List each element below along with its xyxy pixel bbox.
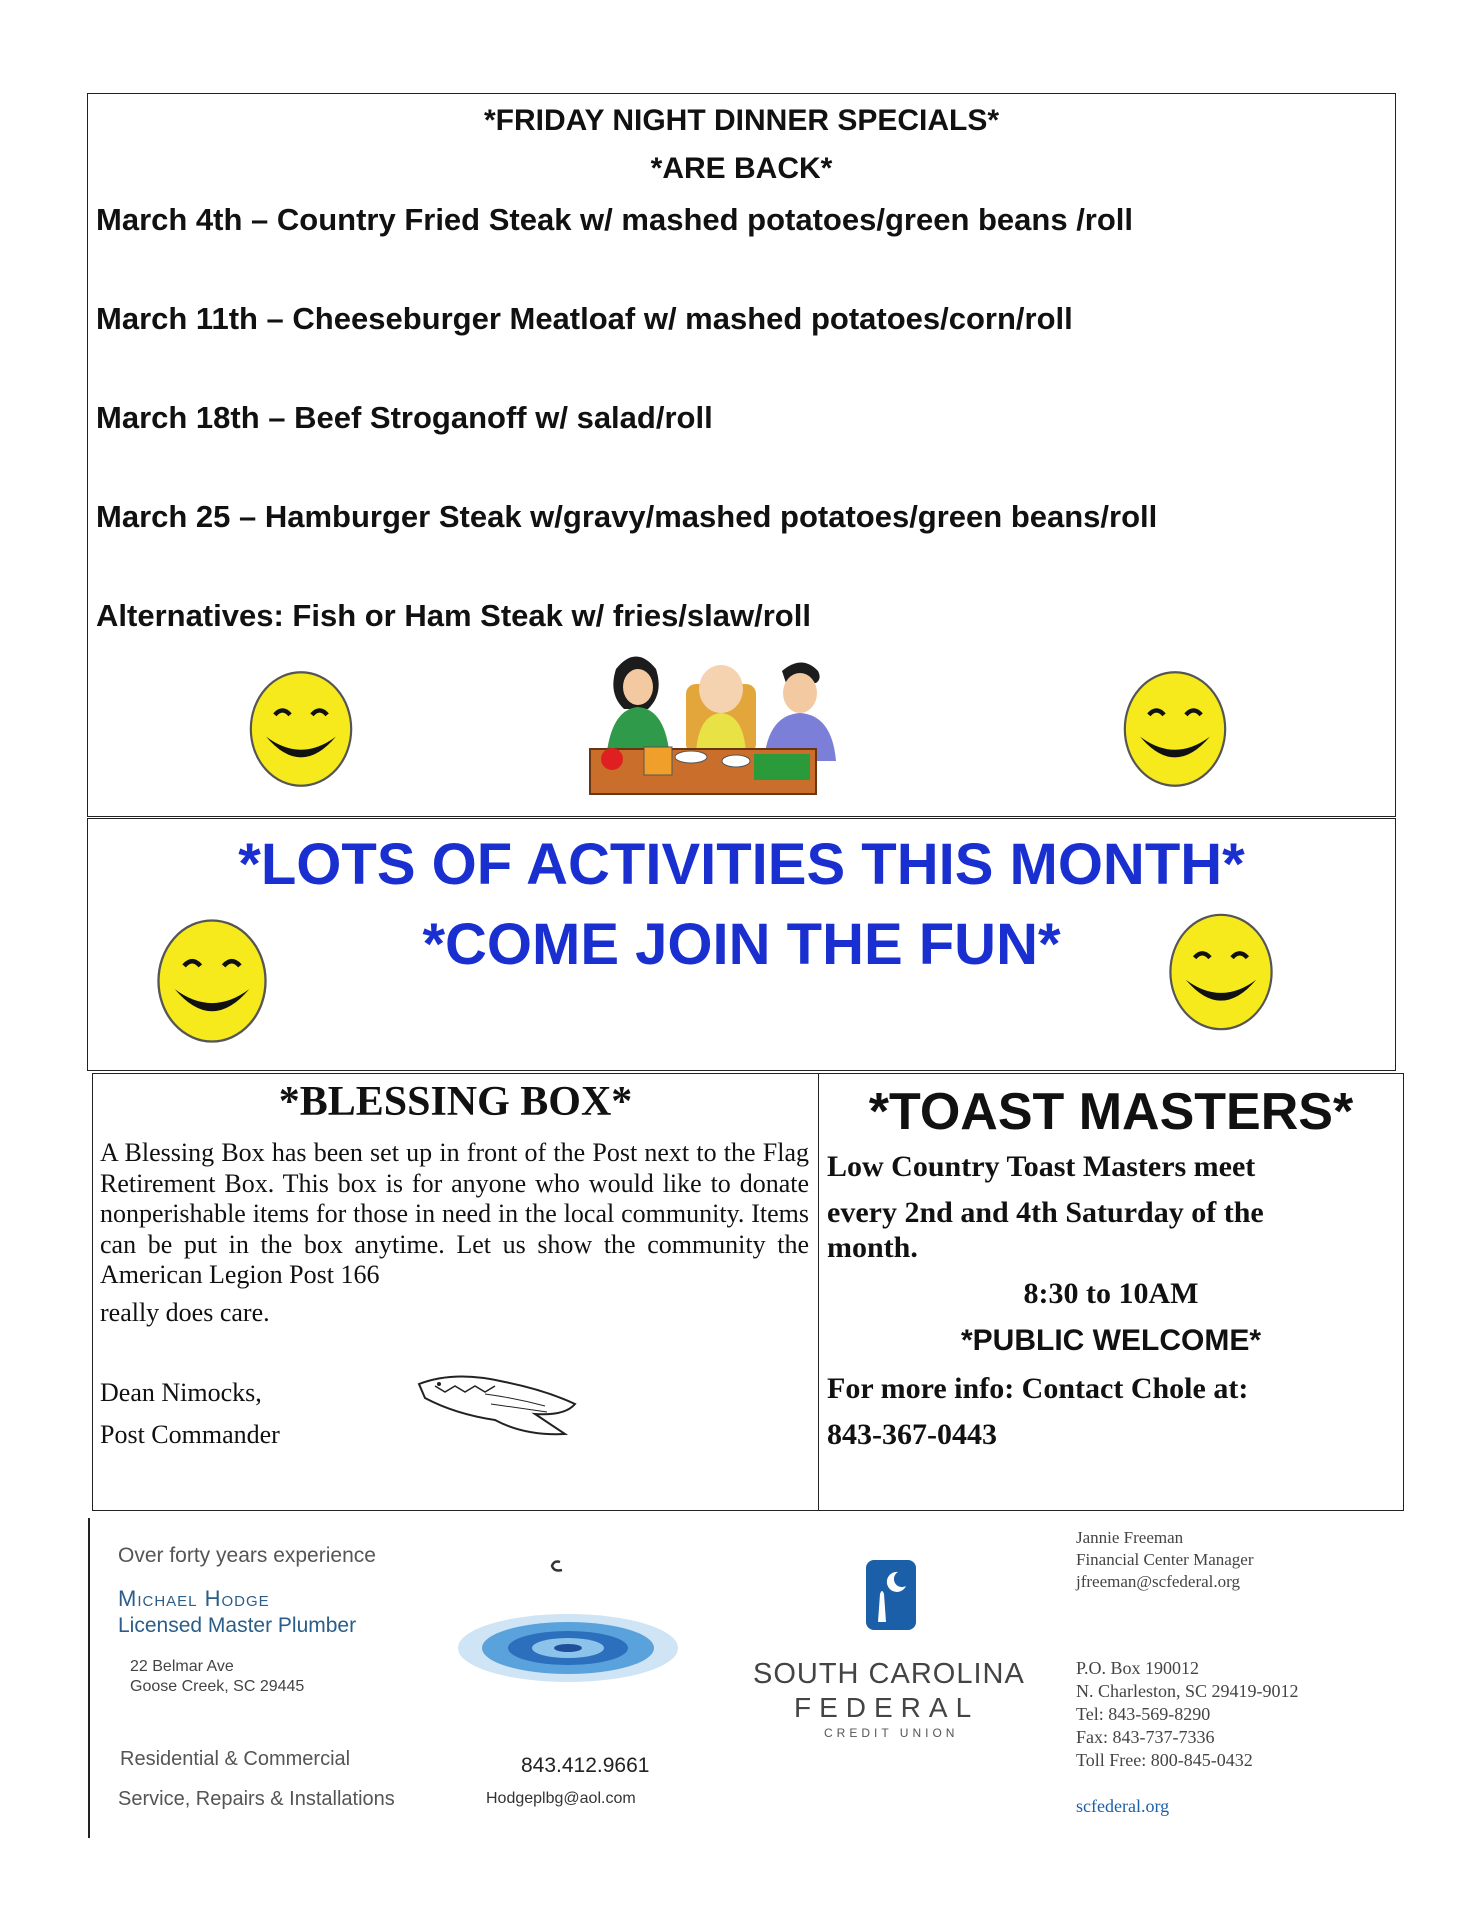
activities-line-2: *COME JOIN THE FUN*	[422, 912, 1061, 977]
dinner-specials-section	[87, 93, 1396, 817]
cu-city: N. Charleston, SC 29419-9012	[1076, 1681, 1299, 1701]
plumber-address-1: 22 Belmar Ave	[130, 1658, 234, 1675]
activities-line-1: *LOTS OF ACTIVITIES THIS MONTH*	[238, 832, 1245, 897]
cu-tel: Tel: 843-569-8290	[1076, 1704, 1211, 1724]
blessing-title: *BLESSING BOX*	[278, 1079, 633, 1125]
toast-title: *TOAST MASTERS*	[868, 1083, 1354, 1141]
cu-website[interactable]: scfederal.org	[1076, 1796, 1170, 1816]
dinner-item: March 18th – Beef Stroganoff w/ salad/roll	[96, 400, 713, 435]
cu-contact-title: Financial Center Manager	[1076, 1550, 1254, 1569]
cu-name-line-2: FEDERAL	[794, 1692, 980, 1723]
dinner-subtitle: *ARE BACK*	[650, 152, 833, 185]
dinner-item: Alternatives: Fish or Ham Steak w/ fries/slaw/roll	[96, 598, 811, 633]
cu-contact-email: jfreeman@scfederal.org	[1076, 1572, 1241, 1591]
toast-line: Low Country Toast Masters meet	[827, 1150, 1256, 1183]
alligator-icon	[415, 1364, 581, 1444]
cu-name-line-3: CREDIT UNION	[824, 1726, 959, 1740]
signer-title: Post Commander	[100, 1420, 280, 1449]
public-welcome: *PUBLIC WELCOME*	[961, 1324, 1261, 1357]
cu-name-line-1: SOUTH CAROLINA	[753, 1658, 1025, 1690]
ad-divider	[88, 1518, 90, 1838]
smiley-icon	[1166, 911, 1276, 1033]
dinner-item: March 4th – Country Fried Steak w/ mashed potatoes/green beans /roll	[96, 202, 1134, 237]
dinner-title: *FRIDAY NIGHT DINNER SPECIALS*	[483, 104, 1000, 137]
smiley-icon	[1120, 669, 1230, 789]
cu-po-box: P.O. Box 190012	[1076, 1658, 1200, 1678]
toast-masters-section	[818, 1073, 1404, 1511]
plumber-address-2: Goose Creek, SC 29445	[130, 1678, 305, 1695]
activities-banner	[87, 818, 1396, 1071]
blessing-closing: really does care.	[100, 1298, 270, 1327]
water-ripple-icon	[438, 1548, 698, 1728]
blessing-body: A Blessing Box has been set up in front of the Post next to the Flag Retirement Box. This box is for anyone who would like to donate nonperishable items for those in need in the local community. Items can be put in the box anytime. Let us show the community the American Legion Post 166	[100, 1138, 809, 1289]
toast-line: month.	[827, 1231, 918, 1264]
plumber-tagline: Over forty years experience	[118, 1544, 376, 1567]
toast-phone: 843-367-0443	[827, 1418, 997, 1451]
signer-name: Dean Nimocks,	[100, 1378, 262, 1407]
cu-toll-free: Toll Free: 800-845-0432	[1076, 1750, 1253, 1770]
blessing-box-section	[92, 1073, 819, 1511]
cu-contact-name: Jannie Freeman	[1076, 1528, 1184, 1547]
credit-union-logo-icon	[866, 1560, 916, 1630]
plumber-email: Hodgeplbg@aol.com	[486, 1790, 636, 1807]
family-dinner-clipart-icon	[586, 649, 854, 804]
plumber-title: Licensed Master Plumber	[118, 1614, 357, 1637]
plumber-service-2: Service, Repairs & Installations	[118, 1788, 395, 1810]
dinner-item: March 11th – Cheeseburger Meatloaf w/ mashed potatoes/corn/roll	[96, 301, 1073, 336]
plumber-name: Michael Hodge	[118, 1586, 270, 1611]
toast-line: every 2nd and 4th Saturday of the	[827, 1196, 1264, 1229]
dinner-item: March 25 – Hamburger Steak w/gravy/mashed potatoes/green beans/roll	[96, 499, 1158, 534]
cu-fax: Fax: 843-737-7336	[1076, 1727, 1215, 1747]
smiley-icon	[150, 917, 274, 1045]
smiley-icon	[246, 669, 356, 789]
toast-contact: For more info: Contact Chole at:	[827, 1372, 1249, 1405]
toast-time: 8:30 to 10AM	[1023, 1277, 1199, 1310]
plumber-phone: 843.412.9661	[521, 1754, 650, 1777]
ads-section	[88, 1518, 1408, 1838]
plumber-service-1: Residential & Commercial	[120, 1748, 351, 1770]
